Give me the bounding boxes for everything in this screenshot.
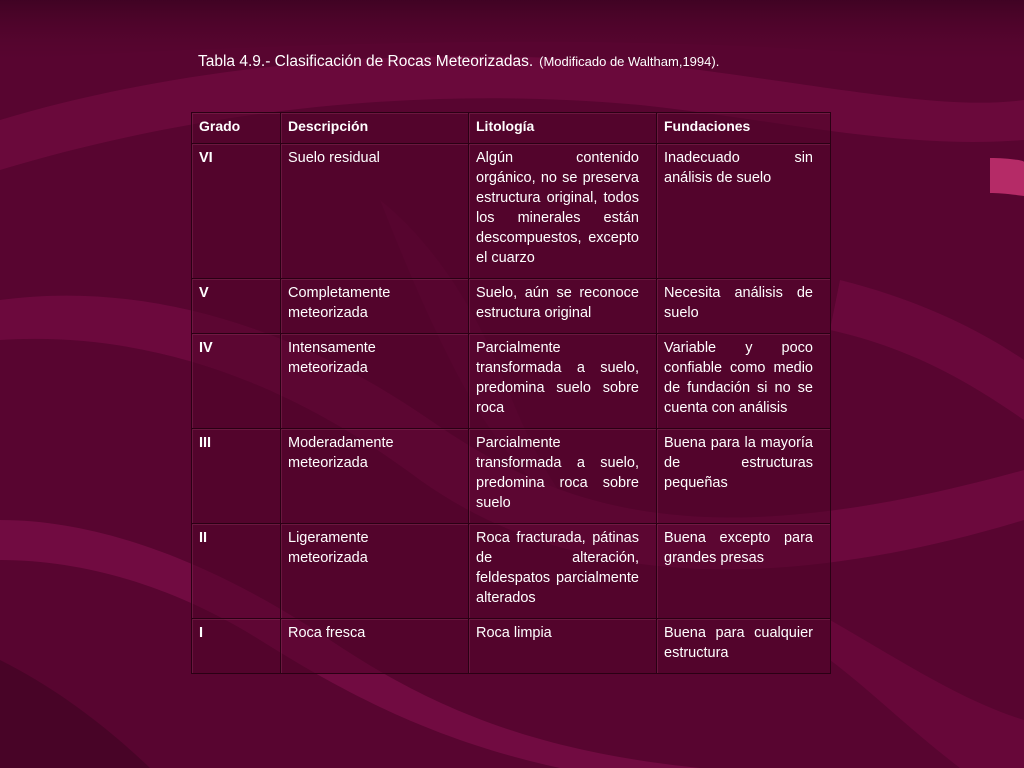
cell-descripcion: Suelo residual — [281, 144, 469, 279]
cell-descripcion: Ligeramente meteorizada — [281, 524, 469, 619]
table-row — [192, 279, 831, 334]
cell-grado: V — [192, 279, 281, 334]
cell-litologia: Roca limpia — [469, 619, 657, 674]
title-main: Tabla 4.9.- Clasificación de Rocas Meteorizadas. — [198, 53, 534, 70]
cell-fundaciones: Inadecuado sin análisis de suelo — [657, 144, 831, 279]
cell-grado: I — [192, 619, 281, 674]
table-row — [192, 429, 831, 524]
cell-fundaciones: Variable y poco confiable como medio de fundación si no se cuenta con análisis — [657, 334, 831, 429]
cell-descripcion: Completamente meteorizada — [281, 279, 469, 334]
header-grado: Grado — [192, 113, 281, 144]
header-descripcion: Descripción — [281, 113, 469, 144]
cell-grado: IV — [192, 334, 281, 429]
header-litologia: Litología — [469, 113, 657, 144]
cell-descripcion: Roca fresca — [281, 619, 469, 674]
cell-litologia: Parcialmente transformada a suelo, predomina suelo sobre roca — [469, 334, 657, 429]
cell-fundaciones: Buena para la mayoría de estructuras pequeñas — [657, 429, 831, 524]
cell-grado: III — [192, 429, 281, 524]
cell-litologia: Roca fracturada, pátinas de alteración, feldespatos parcialmente alterados — [469, 524, 657, 619]
cell-grado: VI — [192, 144, 281, 279]
cell-descripcion: Intensamente meteorizada — [281, 334, 469, 429]
cell-grado: II — [192, 524, 281, 619]
cell-litologia: Algún contenido orgánico, no se preserva estructura original, todos los minerales están descompuestos, excepto el cuarzo — [469, 144, 657, 279]
cell-descripcion: Moderadamente meteorizada — [281, 429, 469, 524]
table-row — [192, 619, 831, 674]
cell-fundaciones: Necesita análisis de suelo — [657, 279, 831, 334]
cell-litologia: Suelo, aún se reconoce estructura original — [469, 279, 657, 334]
cell-fundaciones: Buena para cualquier estructura — [657, 619, 831, 674]
table-row — [192, 144, 831, 279]
title-source: (Modificado de Waltham,1994). — [539, 54, 720, 69]
cell-fundaciones: Buena excepto para grandes presas — [657, 524, 831, 619]
table-header-row — [192, 113, 831, 144]
table-row — [192, 334, 831, 429]
weathered-rock-classification-table — [191, 112, 831, 674]
table-row — [192, 524, 831, 619]
cell-litologia: Parcialmente transformada a suelo, predomina roca sobre suelo — [469, 429, 657, 524]
header-fundaciones: Fundaciones — [657, 113, 831, 144]
slide-title — [198, 53, 719, 71]
